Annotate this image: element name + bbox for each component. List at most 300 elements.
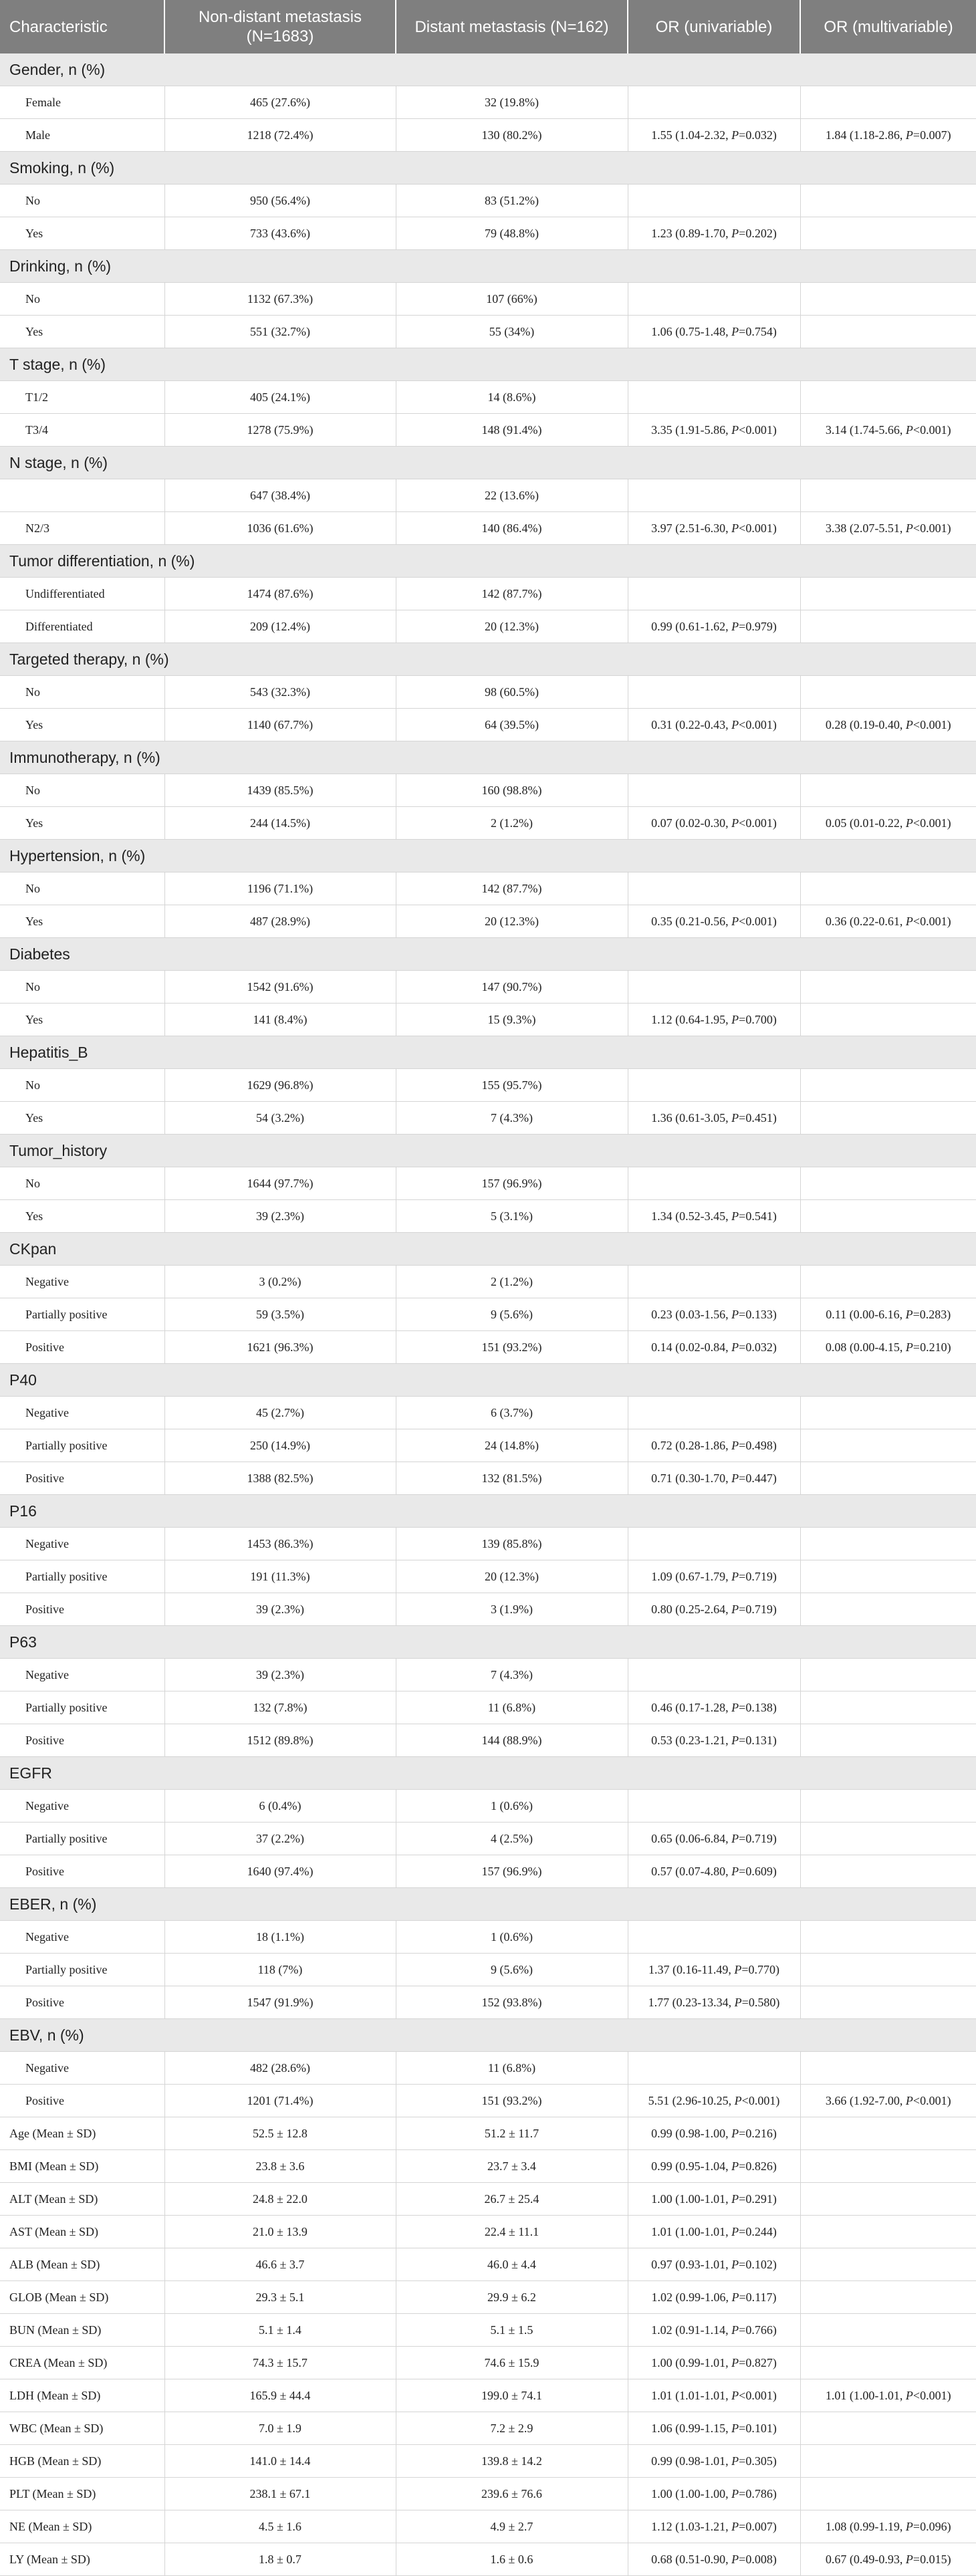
table-row (0, 2412, 976, 2445)
or-multivariable-cell (800, 381, 976, 414)
or-multivariable-cell (800, 610, 976, 643)
table-row (0, 283, 976, 316)
non-distant-cell: 1512 (89.8%) (164, 1724, 396, 1757)
characteristic-cell: No (0, 872, 164, 905)
distant-cell: 24 (14.8%) (396, 1429, 628, 1462)
characteristic-cell: Positive (0, 1331, 164, 1364)
non-distant-cell: 165.9 ± 44.4 (164, 2379, 396, 2412)
group-header-row (0, 1233, 976, 1266)
or-univariable-cell: 1.02 (0.99-1.06, P=0.117) (628, 2281, 800, 2314)
table-row (0, 1069, 976, 1102)
distant-cell: 46.0 ± 4.4 (396, 2248, 628, 2281)
non-distant-cell: 45 (2.7%) (164, 1397, 396, 1429)
or-univariable-cell: 0.14 (0.02-0.84, P=0.032) (628, 1331, 800, 1364)
or-univariable-cell (628, 774, 800, 807)
characteristic-cell: Yes (0, 1200, 164, 1233)
table-row (0, 185, 976, 217)
distant-cell: 9 (5.6%) (396, 1298, 628, 1331)
or-multivariable-cell (800, 1855, 976, 1888)
or-multivariable-cell (800, 1691, 976, 1724)
group-title: Targeted therapy, n (%) (0, 643, 976, 676)
or-multivariable-cell: 0.08 (0.00-4.15, P=0.210) (800, 1331, 976, 1364)
group-title: Drinking, n (%) (0, 250, 976, 283)
or-multivariable-cell (800, 774, 976, 807)
or-multivariable-cell: 3.66 (1.92-7.00, P<0.001) (800, 2085, 976, 2117)
or-multivariable-cell: 0.28 (0.19-0.40, P<0.001) (800, 709, 976, 741)
characteristic-cell: Positive (0, 1593, 164, 1626)
or-multivariable-cell: 0.05 (0.01-0.22, P<0.001) (800, 807, 976, 840)
characteristic-cell: Partially positive (0, 1560, 164, 1593)
non-distant-cell: 1644 (97.7%) (164, 1167, 396, 1200)
non-distant-cell: 39 (2.3%) (164, 1200, 396, 1233)
characteristic-cell: No (0, 774, 164, 807)
non-distant-cell: 1542 (91.6%) (164, 971, 396, 1004)
or-univariable-cell: 0.80 (0.25-2.64, P=0.719) (628, 1593, 800, 1626)
or-univariable-cell: 1.12 (1.03-1.21, P=0.007) (628, 2510, 800, 2543)
distant-cell: 2 (1.2%) (396, 1266, 628, 1298)
or-multivariable-cell (800, 1790, 976, 1823)
group-header-row (0, 53, 976, 86)
distant-cell: 32 (19.8%) (396, 86, 628, 119)
group-header-row (0, 1036, 976, 1069)
characteristic-cell: BUN (Mean ± SD) (0, 2314, 164, 2347)
distant-cell: 23.7 ± 3.4 (396, 2150, 628, 2183)
distant-cell: 26.7 ± 25.4 (396, 2183, 628, 2216)
non-distant-cell: 52.5 ± 12.8 (164, 2117, 396, 2150)
group-title: EBV, n (%) (0, 2019, 976, 2052)
or-univariable-cell (628, 1921, 800, 1954)
distant-cell: 144 (88.9%) (396, 1724, 628, 1757)
non-distant-cell: 405 (24.1%) (164, 381, 396, 414)
distant-cell: 15 (9.3%) (396, 1004, 628, 1036)
group-header-row (0, 938, 976, 971)
non-distant-cell: 141 (8.4%) (164, 1004, 396, 1036)
characteristic-cell: Negative (0, 2052, 164, 2085)
characteristic-cell: Yes (0, 905, 164, 938)
or-univariable-cell: 1.00 (1.00-1.00, P=0.786) (628, 2478, 800, 2510)
or-multivariable-cell (800, 578, 976, 610)
distant-cell: 29.9 ± 6.2 (396, 2281, 628, 2314)
header-or-multivariable: OR (multivariable) (800, 0, 976, 53)
table-row (0, 1921, 976, 1954)
table-row (0, 1986, 976, 2019)
characteristic-cell: Negative (0, 1397, 164, 1429)
distant-cell: 147 (90.7%) (396, 971, 628, 1004)
or-univariable-cell (628, 1397, 800, 1429)
or-multivariable-cell (800, 217, 976, 250)
table-row (0, 1724, 976, 1757)
or-univariable-cell: 1.01 (1.01-1.01, P<0.001) (628, 2379, 800, 2412)
or-univariable-cell (628, 1167, 800, 1200)
non-distant-cell: 5.1 ± 1.4 (164, 2314, 396, 2347)
characteristic-cell: AST (Mean ± SD) (0, 2216, 164, 2248)
characteristic-cell: Negative (0, 1790, 164, 1823)
table-row (0, 86, 976, 119)
or-univariable-cell: 0.53 (0.23-1.21, P=0.131) (628, 1724, 800, 1757)
distant-cell: 51.2 ± 11.7 (396, 2117, 628, 2150)
or-multivariable-cell: 0.11 (0.00-6.16, P=0.283) (800, 1298, 976, 1331)
table-row (0, 1560, 976, 1593)
characteristic-cell: Positive (0, 1724, 164, 1757)
distant-cell: 142 (87.7%) (396, 578, 628, 610)
or-univariable-cell (628, 1790, 800, 1823)
table-row (0, 316, 976, 348)
table-row (0, 2150, 976, 2183)
non-distant-cell: 1439 (85.5%) (164, 774, 396, 807)
characteristic-cell: No (0, 1069, 164, 1102)
non-distant-cell: 191 (11.3%) (164, 1560, 396, 1593)
or-multivariable-cell (800, 2347, 976, 2379)
distant-cell: 148 (91.4%) (396, 414, 628, 447)
non-distant-cell: 29.3 ± 5.1 (164, 2281, 396, 2314)
or-multivariable-cell (800, 1004, 976, 1036)
table-row (0, 381, 976, 414)
non-distant-cell: 1196 (71.1%) (164, 872, 396, 905)
or-multivariable-cell (800, 1954, 976, 1986)
distant-cell: 157 (96.9%) (396, 1167, 628, 1200)
characteristic-cell: ALB (Mean ± SD) (0, 2248, 164, 2281)
distant-cell: 239.6 ± 76.6 (396, 2478, 628, 2510)
non-distant-cell: 141.0 ± 14.4 (164, 2445, 396, 2478)
table-row (0, 676, 976, 709)
non-distant-cell: 465 (27.6%) (164, 86, 396, 119)
non-distant-cell: 733 (43.6%) (164, 217, 396, 250)
group-header-row (0, 250, 976, 283)
characteristic-cell: Yes (0, 1004, 164, 1036)
group-title: EBER, n (%) (0, 1888, 976, 1921)
table-row (0, 1429, 976, 1462)
non-distant-cell: 23.8 ± 3.6 (164, 2150, 396, 2183)
table-header (0, 0, 976, 53)
or-multivariable-cell (800, 316, 976, 348)
table-row (0, 2183, 976, 2216)
or-multivariable-cell (800, 1397, 976, 1429)
distant-cell: 5.1 ± 1.5 (396, 2314, 628, 2347)
or-univariable-cell: 0.46 (0.17-1.28, P=0.138) (628, 1691, 800, 1724)
characteristic-cell: NE (Mean ± SD) (0, 2510, 164, 2543)
non-distant-cell: 39 (2.3%) (164, 1593, 396, 1626)
non-distant-cell: 551 (32.7%) (164, 316, 396, 348)
non-distant-cell: 7.0 ± 1.9 (164, 2412, 396, 2445)
non-distant-cell: 1621 (96.3%) (164, 1331, 396, 1364)
group-title: P63 (0, 1626, 976, 1659)
distant-cell: 2 (1.2%) (396, 807, 628, 840)
or-multivariable-cell (800, 2183, 976, 2216)
or-univariable-cell: 0.99 (0.98-1.01, P=0.305) (628, 2445, 800, 2478)
non-distant-cell: 1474 (87.6%) (164, 578, 396, 610)
table-row (0, 1167, 976, 1200)
table-row (0, 2314, 976, 2347)
or-multivariable-cell (800, 2478, 976, 2510)
non-distant-cell: 1640 (97.4%) (164, 1855, 396, 1888)
non-distant-cell: 54 (3.2%) (164, 1102, 396, 1135)
group-header-row (0, 1757, 976, 1790)
characteristic-cell: Positive (0, 1462, 164, 1495)
non-distant-cell: 1036 (61.6%) (164, 512, 396, 545)
non-distant-cell: 1453 (86.3%) (164, 1528, 396, 1560)
or-univariable-cell: 0.65 (0.06-6.84, P=0.719) (628, 1823, 800, 1855)
non-distant-cell: 238.1 ± 67.1 (164, 2478, 396, 2510)
or-multivariable-cell (800, 1986, 976, 2019)
table-row (0, 1954, 976, 1986)
or-multivariable-cell (800, 1659, 976, 1691)
or-univariable-cell: 0.35 (0.21-0.56, P<0.001) (628, 905, 800, 938)
or-multivariable-cell (800, 2150, 976, 2183)
characteristic-cell: Yes (0, 807, 164, 840)
table-row (0, 2478, 976, 2510)
characteristic-cell: Yes (0, 1102, 164, 1135)
or-multivariable-cell (800, 1069, 976, 1102)
non-distant-cell: 1388 (82.5%) (164, 1462, 396, 1495)
distant-cell: 107 (66%) (396, 283, 628, 316)
or-univariable-cell (628, 676, 800, 709)
or-univariable-cell: 0.07 (0.02-0.30, P<0.001) (628, 807, 800, 840)
or-multivariable-cell (800, 971, 976, 1004)
distant-cell: 22 (13.6%) (396, 479, 628, 512)
distant-cell: 79 (48.8%) (396, 217, 628, 250)
non-distant-cell: 1629 (96.8%) (164, 1069, 396, 1102)
table-row (0, 1691, 976, 1724)
or-multivariable-cell (800, 86, 976, 119)
non-distant-cell: 24.8 ± 22.0 (164, 2183, 396, 2216)
table-row (0, 807, 976, 840)
header-or-univariable: OR (univariable) (628, 0, 800, 53)
group-title: N stage, n (%) (0, 447, 976, 479)
characteristic-cell: Negative (0, 1266, 164, 1298)
characteristic-cell: No (0, 971, 164, 1004)
or-univariable-cell (628, 185, 800, 217)
or-univariable-cell: 0.57 (0.07-4.80, P=0.609) (628, 1855, 800, 1888)
table-row (0, 1462, 976, 1495)
table-row (0, 1855, 976, 1888)
or-univariable-cell: 1.01 (1.00-1.01, P=0.244) (628, 2216, 800, 2248)
or-multivariable-cell (800, 1462, 976, 1495)
or-multivariable-cell (800, 676, 976, 709)
non-distant-cell: 59 (3.5%) (164, 1298, 396, 1331)
or-univariable-cell: 0.31 (0.22-0.43, P<0.001) (628, 709, 800, 741)
distant-cell: 64 (39.5%) (396, 709, 628, 741)
non-distant-cell: 250 (14.9%) (164, 1429, 396, 1462)
non-distant-cell: 46.6 ± 3.7 (164, 2248, 396, 2281)
non-distant-cell: 1201 (71.4%) (164, 2085, 396, 2117)
distant-cell: 140 (86.4%) (396, 512, 628, 545)
or-multivariable-cell: 0.36 (0.22-0.61, P<0.001) (800, 905, 976, 938)
table-row (0, 512, 976, 545)
or-multivariable-cell: 1.84 (1.18-2.86, P=0.007) (800, 119, 976, 152)
non-distant-cell: 4.5 ± 1.6 (164, 2510, 396, 2543)
non-distant-cell: 118 (7%) (164, 1954, 396, 1986)
or-univariable-cell: 1.00 (0.99-1.01, P=0.827) (628, 2347, 800, 2379)
or-multivariable-cell (800, 2445, 976, 2478)
characteristic-cell: Partially positive (0, 1429, 164, 1462)
characteristic-cell: N2/3 (0, 512, 164, 545)
or-univariable-cell: 1.02 (0.91-1.14, P=0.766) (628, 2314, 800, 2347)
or-univariable-cell: 3.97 (2.51-6.30, P<0.001) (628, 512, 800, 545)
table-row (0, 1266, 976, 1298)
group-header-row (0, 643, 976, 676)
distant-cell: 199.0 ± 74.1 (396, 2379, 628, 2412)
or-univariable-cell (628, 971, 800, 1004)
distant-cell: 98 (60.5%) (396, 676, 628, 709)
or-univariable-cell: 0.72 (0.28-1.86, P=0.498) (628, 1429, 800, 1462)
or-univariable-cell (628, 1266, 800, 1298)
or-univariable-cell (628, 872, 800, 905)
non-distant-cell: 950 (56.4%) (164, 185, 396, 217)
or-multivariable-cell: 1.08 (0.99-1.19, P=0.096) (800, 2510, 976, 2543)
or-univariable-cell: 1.77 (0.23-13.34, P=0.580) (628, 1986, 800, 2019)
characteristic-cell: Positive (0, 1855, 164, 1888)
table-row (0, 2347, 976, 2379)
header-characteristic: Characteristic (0, 0, 164, 53)
characteristic-cell: Partially positive (0, 1954, 164, 1986)
header-distant-metastasis: Distant metastasis (N=162) (396, 0, 628, 53)
characteristic-cell: Partially positive (0, 1691, 164, 1724)
non-distant-cell: 6 (0.4%) (164, 1790, 396, 1823)
table-row (0, 119, 976, 152)
or-multivariable-cell (800, 185, 976, 217)
distant-cell: 160 (98.8%) (396, 774, 628, 807)
characteristic-cell: Yes (0, 709, 164, 741)
or-univariable-cell: 1.00 (1.00-1.01, P=0.291) (628, 2183, 800, 2216)
or-univariable-cell: 1.34 (0.52-3.45, P=0.541) (628, 1200, 800, 1233)
or-univariable-cell (628, 1659, 800, 1691)
table-row (0, 1331, 976, 1364)
distant-cell: 151 (93.2%) (396, 2085, 628, 2117)
table-row (0, 2543, 976, 2576)
characteristic-cell: Positive (0, 1986, 164, 2019)
characteristic-cell: PLT (Mean ± SD) (0, 2478, 164, 2510)
group-title: Tumor differentiation, n (%) (0, 545, 976, 578)
or-multivariable-cell (800, 1167, 976, 1200)
or-univariable-cell: 1.23 (0.89-1.70, P=0.202) (628, 217, 800, 250)
table-row (0, 774, 976, 807)
table-row (0, 709, 976, 741)
characteristic-cell: Female (0, 86, 164, 119)
or-univariable-cell: 1.06 (0.75-1.48, P=0.754) (628, 316, 800, 348)
distant-cell: 139 (85.8%) (396, 1528, 628, 1560)
table-row (0, 1790, 976, 1823)
distant-cell: 9 (5.6%) (396, 1954, 628, 1986)
table-row (0, 2052, 976, 2085)
or-univariable-cell: 1.55 (1.04-2.32, P=0.032) (628, 119, 800, 152)
table-row (0, 872, 976, 905)
table-row (0, 1593, 976, 1626)
distant-cell: 83 (51.2%) (396, 185, 628, 217)
distant-cell: 11 (6.8%) (396, 1691, 628, 1724)
or-univariable-cell: 1.37 (0.16-11.49, P=0.770) (628, 1954, 800, 1986)
or-univariable-cell: 0.71 (0.30-1.70, P=0.447) (628, 1462, 800, 1495)
or-univariable-cell: 5.51 (2.96-10.25, P<0.001) (628, 2085, 800, 2117)
or-univariable-cell: 0.23 (0.03-1.56, P=0.133) (628, 1298, 800, 1331)
or-univariable-cell (628, 283, 800, 316)
table-row (0, 414, 976, 447)
characteristic-cell: No (0, 676, 164, 709)
distant-cell: 20 (12.3%) (396, 905, 628, 938)
or-multivariable-cell: 0.67 (0.49-0.93, P=0.015) (800, 2543, 976, 2576)
or-multivariable-cell (800, 2314, 976, 2347)
or-multivariable-cell (800, 1266, 976, 1298)
non-distant-cell: 74.3 ± 15.7 (164, 2347, 396, 2379)
or-univariable-cell (628, 479, 800, 512)
or-univariable-cell: 0.97 (0.93-1.01, P=0.102) (628, 2248, 800, 2281)
characteristic-cell: Negative (0, 1528, 164, 1560)
distant-cell: 1 (0.6%) (396, 1790, 628, 1823)
table-row (0, 610, 976, 643)
characteristic-cell: No (0, 185, 164, 217)
characteristic-cell: LY (Mean ± SD) (0, 2543, 164, 2576)
or-multivariable-cell (800, 872, 976, 905)
characteristic-cell: CREA (Mean ± SD) (0, 2347, 164, 2379)
distant-cell: 130 (80.2%) (396, 119, 628, 152)
or-univariable-cell: 0.68 (0.51-0.90, P=0.008) (628, 2543, 800, 2576)
group-title: Gender, n (%) (0, 53, 976, 86)
group-title: P16 (0, 1495, 976, 1528)
table-row (0, 2085, 976, 2117)
distant-cell: 7.2 ± 2.9 (396, 2412, 628, 2445)
group-header-row (0, 2019, 976, 2052)
characteristic-cell: Yes (0, 316, 164, 348)
group-header-row (0, 840, 976, 872)
distant-cell: 157 (96.9%) (396, 1855, 628, 1888)
distant-cell: 142 (87.7%) (396, 872, 628, 905)
or-multivariable-cell (800, 283, 976, 316)
table-row (0, 578, 976, 610)
or-univariable-cell (628, 1069, 800, 1102)
table-row (0, 1659, 976, 1691)
non-distant-cell: 487 (28.9%) (164, 905, 396, 938)
table-row (0, 1102, 976, 1135)
distant-cell: 132 (81.5%) (396, 1462, 628, 1495)
characteristic-cell: T1/2 (0, 381, 164, 414)
or-multivariable-cell (800, 1724, 976, 1757)
or-univariable-cell (628, 86, 800, 119)
table-row (0, 2281, 976, 2314)
characteristic-cell: GLOB (Mean ± SD) (0, 2281, 164, 2314)
distant-cell: 22.4 ± 11.1 (396, 2216, 628, 2248)
table-row (0, 1200, 976, 1233)
characteristic-cell: Negative (0, 1921, 164, 1954)
header-row (0, 0, 976, 53)
non-distant-cell: 1218 (72.4%) (164, 119, 396, 152)
distant-cell: 11 (6.8%) (396, 2052, 628, 2085)
or-univariable-cell (628, 381, 800, 414)
distant-cell: 6 (3.7%) (396, 1397, 628, 1429)
or-multivariable-cell (800, 2117, 976, 2150)
group-header-row (0, 741, 976, 774)
table-body (0, 53, 976, 2576)
or-univariable-cell: 3.35 (1.91-5.86, P<0.001) (628, 414, 800, 447)
or-multivariable-cell: 1.01 (1.00-1.01, P<0.001) (800, 2379, 976, 2412)
or-multivariable-cell (800, 2052, 976, 2085)
header-non-distant-metastasis: Non-distant metastasis (N=1683) (164, 0, 396, 53)
or-univariable-cell: 1.09 (0.67-1.79, P=0.719) (628, 1560, 800, 1593)
non-distant-cell: 543 (32.3%) (164, 676, 396, 709)
table-row (0, 2216, 976, 2248)
group-title: T stage, n (%) (0, 348, 976, 381)
group-header-row (0, 1626, 976, 1659)
or-univariable-cell: 1.12 (0.64-1.95, P=0.700) (628, 1004, 800, 1036)
or-multivariable-cell (800, 2412, 976, 2445)
distant-cell: 14 (8.6%) (396, 381, 628, 414)
or-multivariable-cell (800, 1429, 976, 1462)
characteristic-cell: Male (0, 119, 164, 152)
non-distant-cell: 1132 (67.3%) (164, 283, 396, 316)
or-univariable-cell (628, 578, 800, 610)
distant-cell: 4 (2.5%) (396, 1823, 628, 1855)
table-row (0, 2445, 976, 2478)
group-title: Hepatitis_B (0, 1036, 976, 1069)
non-distant-cell: 1278 (75.9%) (164, 414, 396, 447)
